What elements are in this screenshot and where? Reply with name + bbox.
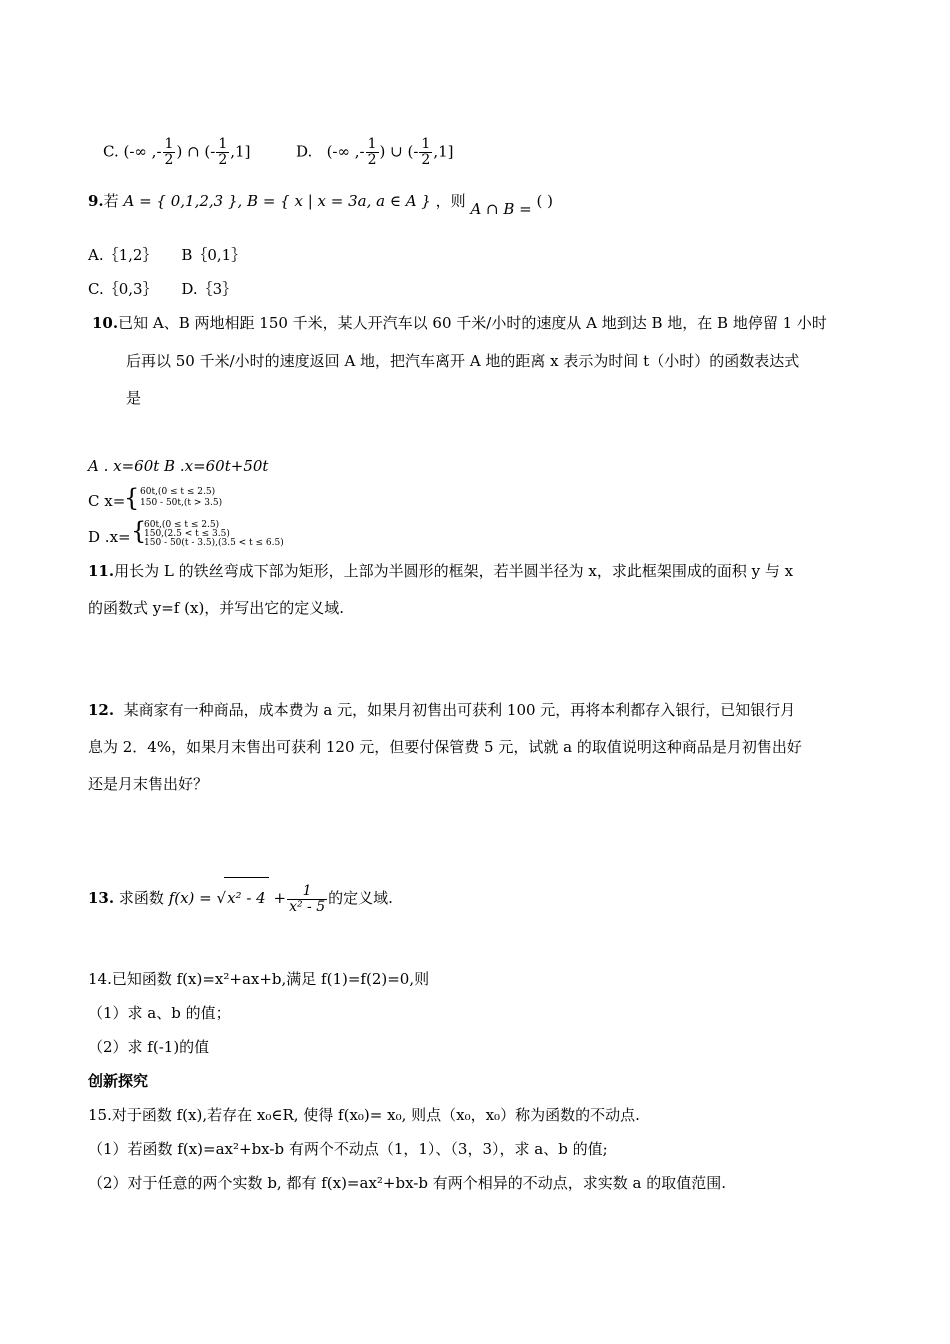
q12-line-2: 息为 2．4%，如果月末售出可获利 120 元，但要付保管费 5 元，试就 a 的取值说明这种商品是月初售出好 [88,738,802,756]
q10-line-2: 后再以 50 千米/小时的速度返回 A 地，把汽车离开 A 地的距离 x 表示为时间 t（小时）的函数表达式 [126,352,800,370]
sqrt-icon: √ [216,889,227,907]
q10-line-3: 是 [126,389,142,407]
q10-option-d-piece-1: 60t,(0 ≤ t ≤ 2.5) [144,520,220,530]
q10-option-c-piece-1: 60t,(0 ≤ t ≤ 2.5) [140,487,216,497]
q9-options-row-1: A.｛1,2｝ B｛0,1｝ [88,246,247,264]
q15-line-3: （2）对于任意的两个实数 b, 都有 f(x)=ax²+bx-b 有两个相异的不动点，求实数 a 的取值范围. [88,1174,726,1192]
q12-line-1: 12. 某商家有一种商品，成本费为 a 元，如果月初售出可获利 100 元，再将本利都存入银行，已知银行月 [88,701,796,719]
q15-line-2: （1）若函数 f(x)=ax²+bx-b 有两个不动点（1，1）、（3，3），求 a、b 的值; [88,1140,608,1158]
q11-line-2: 的函数式 y=f (x)，并写出它的定义域. [88,599,345,617]
q8-c-fraction-2: $\frac{1}{2}$ [218,136,228,168]
q10-option-c-label: C x= [88,492,126,510]
q14-line-3: （2）求 f(-1)的值 [88,1038,210,1056]
q13-stem: 13. 求函数 f(x) = √x² - 4 + $\frac{1}{\text{x² - 5}}$ 的定义域. [88,877,393,918]
q10-options-ab: A . x=60t B .x=60t+50t [88,457,269,475]
q9-options-row-2: C.｛0,3｝ D.｛3｝ [88,280,238,298]
q10-option-c-brace: { [124,484,140,512]
q8-d-fraction-1: $\frac{1}{2}$ [367,136,377,168]
q10-line-1: 10.已知 A、B 两地相距 150 千米，某人开汽车以 60 千米/小时的速度从 A 地到达 B 地，在 B 地停留 1 小时 [92,314,827,332]
q9-stem: 9.若 A = { 0,1,2,3 }, B = { x | x = 3a, a ∈ A } ，则 A ∩ B = ( ) [88,192,553,218]
q8-c-fraction-1: $\frac{1}{2}$ [164,136,174,168]
q8-d-fraction-2: $\frac{1}{2}$ [421,136,431,168]
q10-option-d-piece-2: 150,(2.5 < t ≤ 3.5) [144,529,230,539]
q15-line-1: 15.对于函数 f(x),若存在 x₀∈R, 使得 f(x₀)= x₀, 则点（x₀，x₀）称为函数的不动点. [88,1106,640,1124]
q14-line-1: 14.已知函数 f(x)=x²+ax+b,满足 f(1)=f(2)=0,则 [88,970,430,988]
q10-option-c-piece-2: 150 - 50t,(t > 3.5) [140,498,223,508]
section-title: 创新探究 [88,1072,149,1090]
q10-option-d-brace: { [131,517,147,545]
q13-fraction: $\frac{1}{\text{x² - 5}}$ [289,882,326,915]
q10-option-d-label: D .x= [88,528,131,546]
q14-line-2: （1）求 a、b 的值； [88,1004,231,1022]
q8-option-c: C. (-∞ ,- $\frac{1}{2}$ ) ∩ (- $\frac{1}{2}$ ,1] [103,136,251,168]
q8-option-d: D. (-∞ ,- $\frac{1}{2}$ ) ∪ (- $\frac{1}{2}$ ,1] [296,136,454,168]
q12-line-3: 还是月末售出好？ [88,775,209,793]
q11-line-1: 11.用长为 L 的铁丝弯成下部为矩形，上部为半圆形的框架，若半圆半径为 x，求此框架围成的面积 y 与 x [88,562,794,580]
q10-option-d-piece-3: 150 - 50(t - 3.5),(3.5 < t ≤ 6.5) [144,538,284,548]
